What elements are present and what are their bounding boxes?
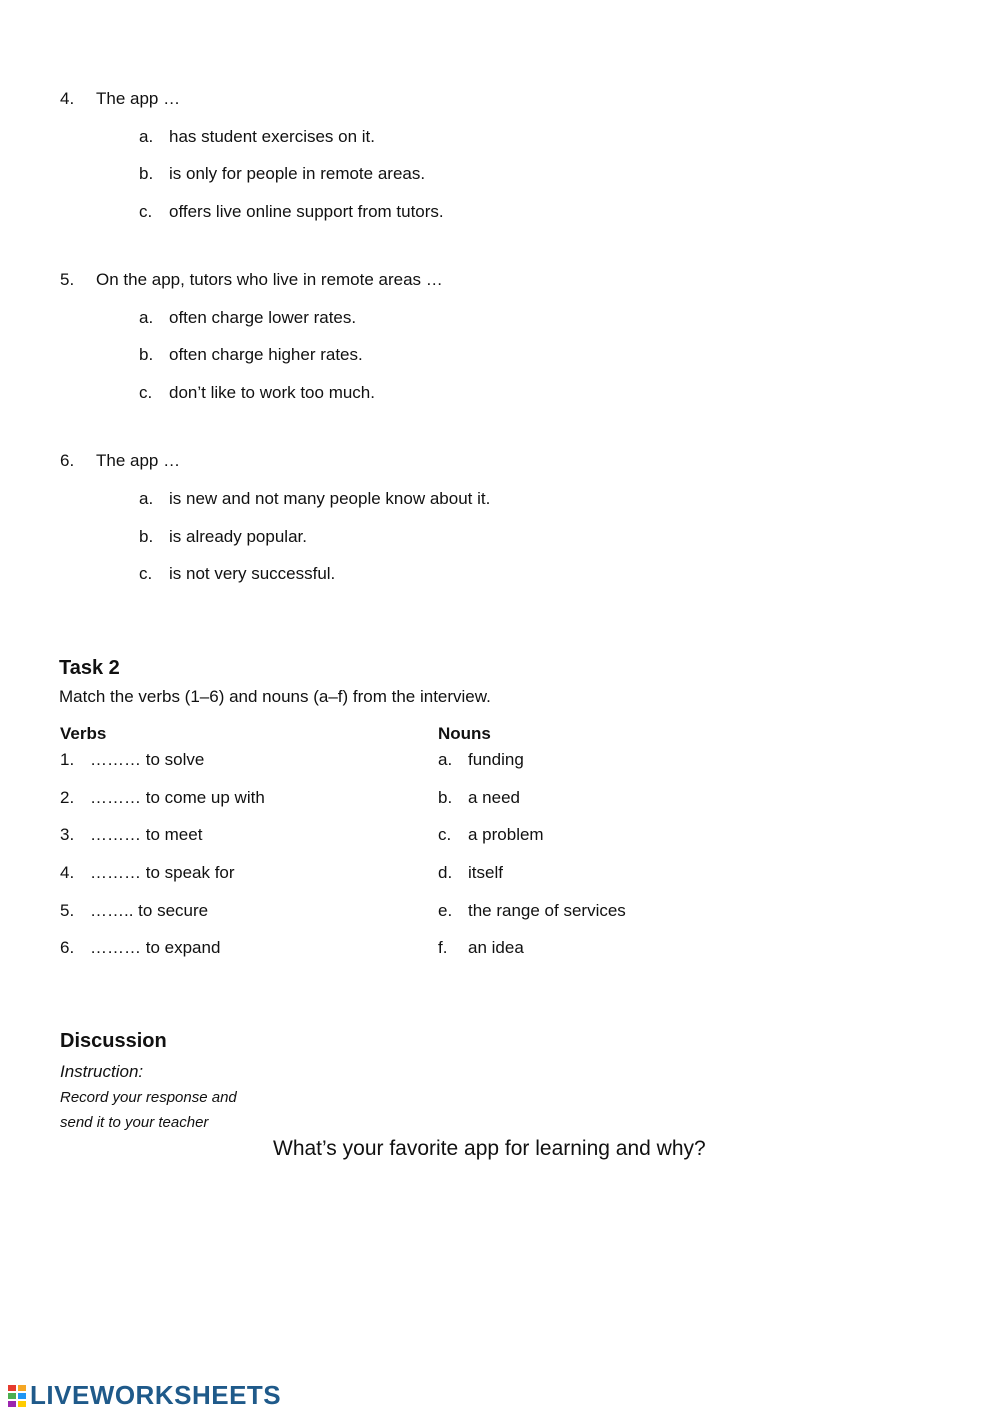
instruction-line-2: send it to your teacher [60,1114,209,1131]
noun-text: a need [468,788,520,807]
option-letter: a. [139,489,154,508]
option-5a[interactable] [139,308,356,328]
noun-letter: d. [438,863,453,882]
logo-tile [18,1385,26,1391]
question-text: The app … [96,451,181,470]
verb-number: 3. [60,825,75,844]
noun-text: an idea [468,938,524,957]
option-text: has student exercises on it. [169,127,376,146]
liveworksheets-logo [8,1380,281,1411]
question-number: 4. [60,89,75,108]
question-number: 6. [60,451,75,470]
discussion-prompt: What’s your favorite app for learning and why? [273,1137,706,1160]
option-4a[interactable] [139,127,375,147]
nouns-heading: Nouns [438,724,491,743]
option-letter: c. [139,383,153,402]
option-5b[interactable] [139,345,363,365]
option-text: is only for people in remote areas. [169,164,426,183]
option-text: is not very successful. [169,564,336,583]
verb-row-5 [60,901,208,921]
question-number: 5. [60,270,75,289]
option-text: is new and not many people know about it. [169,489,491,508]
task2-instruction: Match the verbs (1–6) and nouns (a–f) from the interview. [59,687,491,706]
discussion-title: Discussion [60,1030,167,1052]
option-text: often charge lower rates. [169,308,357,327]
verb-row-2 [60,788,265,808]
option-text: offers live online support from tutors. [169,202,444,221]
option-letter: c. [139,564,153,583]
instruction-label: Instruction: [60,1062,144,1081]
noun-row-a [438,750,524,770]
noun-text: the range of services [468,901,626,920]
verb-number: 2. [60,788,75,807]
question-text: On the app, tutors who live in remote areas … [96,270,443,289]
logo-text: LIVEWORKSHEETS [30,1380,282,1410]
noun-letter: b. [438,788,453,807]
question-6 [60,451,180,471]
noun-row-d [438,863,503,883]
option-letter: c. [139,202,153,221]
logo-tile [18,1401,26,1407]
noun-row-f [438,938,524,958]
verb-text[interactable]: …….. to secure [90,901,209,920]
question-4 [60,89,180,109]
noun-text: funding [468,750,524,769]
noun-text: a problem [468,825,544,844]
verb-row-1 [60,750,204,770]
option-letter: a. [139,127,154,146]
question-5 [60,270,443,290]
option-6a[interactable] [139,489,490,509]
verb-text[interactable]: ……… to come up with [90,788,265,807]
verbs-heading: Verbs [60,724,107,743]
verb-number: 4. [60,863,75,882]
noun-row-b [438,788,520,808]
option-letter: b. [139,164,154,183]
logo-tile [8,1385,16,1391]
noun-letter: f. [438,938,448,957]
verb-text[interactable]: ……… to expand [90,938,221,957]
option-text: don’t like to work too much. [169,383,375,402]
option-text: is already popular. [169,527,307,546]
noun-letter: e. [438,901,453,920]
option-4b[interactable] [139,164,425,184]
verb-row-4 [60,863,235,883]
logo-tile [8,1401,16,1407]
option-text: often charge higher rates. [169,345,363,364]
noun-row-e [438,901,626,921]
logo-tile [8,1393,16,1399]
option-6c[interactable] [139,564,335,584]
noun-text: itself [468,863,503,882]
option-letter: b. [139,527,154,546]
verb-text[interactable]: ……… to solve [90,750,205,769]
option-6b[interactable] [139,527,307,547]
option-4c[interactable] [139,202,444,222]
task2-title: Task 2 [59,657,120,679]
verb-text[interactable]: ……… to meet [90,825,203,844]
logo-tile [18,1393,26,1399]
verb-number: 1. [60,750,75,769]
noun-letter: a. [438,750,453,769]
verb-row-6 [60,938,220,958]
option-5c[interactable] [139,383,375,403]
instruction-line-1: Record your response and [60,1089,237,1106]
verb-number: 6. [60,938,75,957]
verb-row-3 [60,825,202,845]
logo-mark-icon [8,1385,26,1407]
question-text: The app … [96,89,181,108]
option-letter: a. [139,308,154,327]
noun-row-c [438,825,544,845]
verb-text[interactable]: ……… to speak for [90,863,235,882]
verb-number: 5. [60,901,75,920]
option-letter: b. [139,345,154,364]
noun-letter: c. [438,825,452,844]
